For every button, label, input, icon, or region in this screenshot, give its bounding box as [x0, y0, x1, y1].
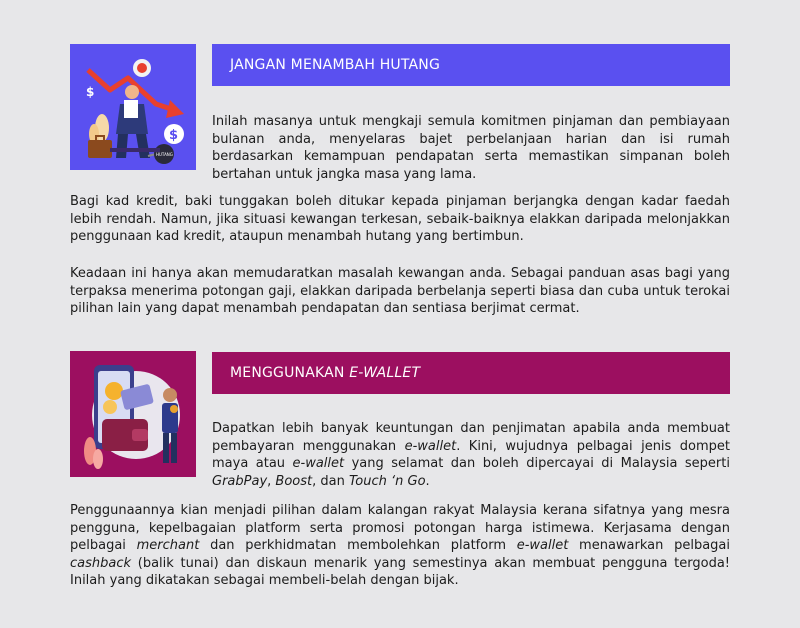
section-2-illustration	[70, 351, 196, 477]
text-run-italic: Boost	[275, 473, 313, 489]
text-run: (balik tunai) dan diskaun menarik yang semestinya akan membuat pengguna tergoda! Inilah yang dikatakan sebagai membeli-belah dengan bijak.	[70, 555, 730, 588]
text-run-italic: GrabPay	[212, 473, 268, 489]
debt-ball-label: HUTANG	[156, 152, 173, 157]
svg-text:$: $	[86, 85, 95, 99]
section-2-paragraph-2	[70, 502, 730, 590]
text-run-italic: cashback	[70, 555, 132, 571]
text-run: . Kini, wujudnya pelbagai jenis dompet maya atau	[212, 438, 730, 471]
section-1-paragraph-2: Bagi kad kredit, baki tunggakan boleh ditukar kepada pinjaman berjangka dengan kadar faedah lebih rendah. Namun, jika situasi kewangan terkesan, sebaik-baiknya elakkan daripada melonjakkan penggunaan kad kredit, ataupun menambah hutang yang bertimbun.	[70, 194, 730, 244]
text-run-italic: merchant	[136, 538, 200, 553]
text-run-italic: e-wallet	[292, 456, 345, 471]
text-run: Penggunaannya kian menjadi pilihan dalam kalangan rakyat Malaysia kerana sifatnya yang mesra pengguna, kepelbagaian platform serta promosi potongan harga istimewa. Kerjasama dengan pelbagai	[70, 503, 730, 553]
mobile-ewallet-illustration-icon	[70, 351, 196, 477]
svg-text:$: $	[169, 128, 179, 143]
section-1-paragraph-3: Keadaan ini hanya akan memudaratkan masalah kewangan anda. Sebagai panduan asas bagi yang terpaksa menerima potongan gaji, elakkan daripada berbelanja seperti biasa dan cuba untuk terokai pilihan lain yang dapat menambah pendapatan dan sentiasa berjimat cermat.	[70, 266, 730, 316]
section-2-title-emphasis: E-WALLET	[349, 365, 421, 381]
text-run: Dapatkan lebih banyak keuntungan dan penjimatan apabila anda membuat pembayaran menggunakan	[212, 421, 730, 454]
debt-stress-illustration-icon	[70, 44, 196, 170]
text-run: menawarkan pelbagai	[568, 538, 730, 553]
text-run: , dan	[312, 473, 349, 489]
text-run: dan perkhidmatan membolehkan platform	[199, 538, 517, 553]
section-1-illustration	[70, 44, 196, 170]
section-1-paragraph-1: Inilah masanya untuk mengkaji semula komitmen pinjaman dan pembiayaan bulanan anda, menyelaras bajet perbelanjaan harian dan isi rumah berdasarkan kemampuan pendapatan serta memastikan simpanan boleh bertahan untuk jangka masa yang lama.	[212, 114, 730, 182]
text-run: .	[425, 473, 430, 489]
text-run: ,	[267, 473, 276, 489]
section-2-paragraph-1	[212, 420, 730, 490]
section-2-title-prefix: MENGGUNAKAN	[230, 365, 350, 381]
section-1-title: JANGAN MENAMBAH HUTANG	[230, 57, 441, 73]
text-run-italic: e-wallet	[404, 438, 457, 454]
section-2-title-banner	[212, 352, 730, 394]
text-run-italic: Touch ‘n Go	[348, 473, 426, 489]
text-run: yang selamat dan boleh dipercayai di Malaysia seperti	[344, 456, 730, 471]
text-run-italic: e-wallet	[516, 538, 569, 553]
section-1-title-banner	[212, 44, 730, 86]
